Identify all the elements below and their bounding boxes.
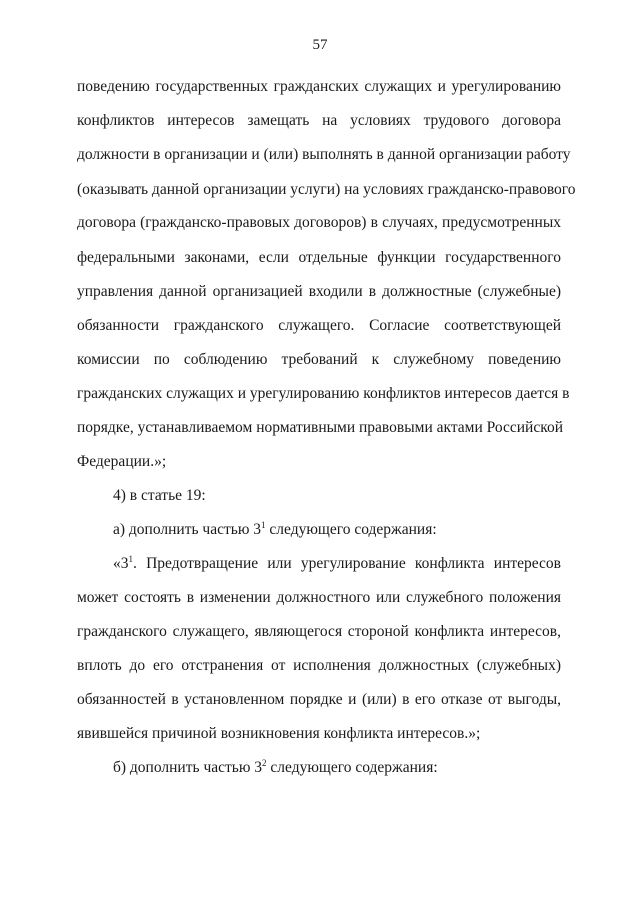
subitem-text: следующего содержания: (270, 759, 438, 776)
subitem-text: а) дополнить частью 3 (113, 521, 262, 538)
page-number: 57 (312, 37, 328, 53)
text-line: комиссии по соблюдению требований к служебному поведению (77, 351, 561, 368)
text-line: порядке, устанавливаемом нормативными правовыми актами Российской (77, 419, 564, 436)
superscript: 1 (261, 520, 266, 530)
subitem-text: б) дополнить частью 3 (113, 759, 263, 776)
text-line: обязанностей в установленном порядке и (или) в его отказе от выгоды, (77, 691, 561, 708)
superscript: 2 (262, 758, 267, 768)
item-heading: 4) в статье 19: (113, 487, 206, 504)
superscript: 1 (128, 554, 133, 564)
subitem-line (113, 520, 437, 540)
quote-text: . Предотвращение или урегулирование конфликта интересов (133, 555, 561, 572)
text-line: договора (гражданско-правовых договоров) в случаях, предусмотренных (77, 214, 561, 231)
text-line: Федерации.»; (77, 453, 167, 470)
text-line: гражданских служащих и урегулированию конфликтов интересов дается в (77, 385, 570, 402)
text-line: обязанности гражданского служащего. Согласие соответствующей (77, 317, 561, 334)
text-line: явившейся причиной возникновения конфликта интересов.»; (77, 725, 481, 742)
text-line: управления данной организацией входили в должностные (служебные) (77, 283, 561, 300)
text-line: поведению государственных гражданских служащих и урегулированию (77, 78, 561, 95)
subitem-line (113, 758, 438, 778)
text-line: вплоть до его отстранения от исполнения должностных (служебных) (77, 657, 561, 674)
text-line: может состоять в изменении должностного или служебного положения (77, 589, 561, 606)
subitem-text: следующего содержания: (269, 521, 437, 538)
text-line: конфликтов интересов замещать на условиях трудового договора (77, 112, 561, 129)
text-line: федеральными законами, если отдельные функции государственного (77, 249, 561, 266)
quote-text: «3 (113, 555, 129, 572)
text-line: гражданского служащего, являющегося стороной конфликта интересов, (77, 623, 561, 640)
text-line: (оказывать данной организации услуги) на условиях гражданско-правового (77, 181, 576, 198)
text-line: должности в организации и (или) выполнять в данной организации работу (77, 146, 571, 163)
quote-line (113, 554, 561, 574)
